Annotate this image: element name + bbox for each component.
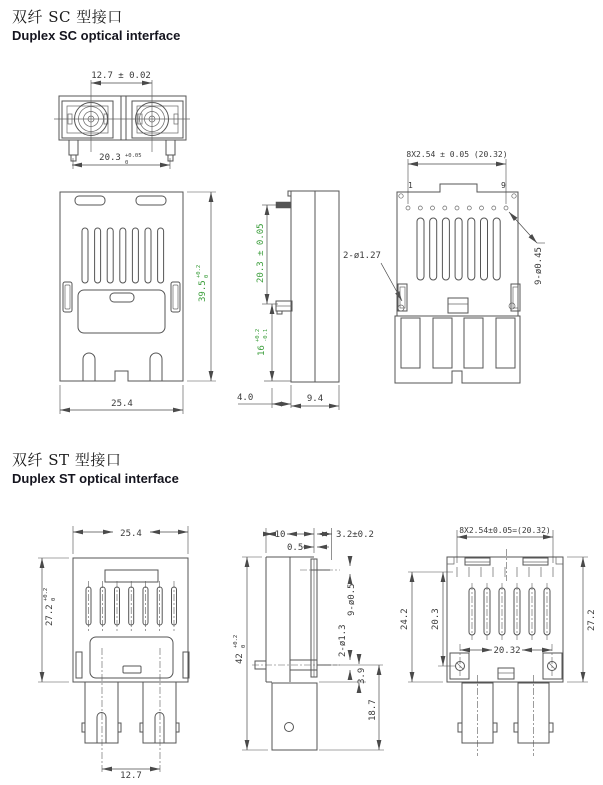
dim-st-front-height-sub: 0 — [51, 597, 57, 601]
sc-title-en: Duplex SC optical interface — [12, 28, 181, 43]
sc-title-zh: 双纤 SC 型接口 — [12, 8, 123, 26]
dim-sc-side-upper: 20.3 ± 0.05 — [256, 223, 266, 283]
dim-sc-front-span-sup: +0.05 — [125, 153, 142, 159]
st-side-view — [233, 528, 384, 750]
dim-st-back-span: 20.32 — [493, 646, 521, 656]
dim-sc-side-lower-sub: -0.1 — [263, 328, 269, 342]
dim-sc-front-span: 20.3 — [99, 153, 121, 163]
label-sc-side-holes: 2-ø1.27 — [343, 251, 381, 261]
dim-st-front-height: 27.2 — [45, 604, 55, 626]
dim-sc-top-height-sup: +0.2 — [196, 264, 202, 278]
st-title-en: Duplex ST optical interface — [12, 471, 179, 486]
dim-sc-side-d2: 9.4 — [306, 394, 324, 404]
label-sc-back-holes: 9-ø0.45 — [534, 247, 544, 285]
st-title-zh: 双纤 ST 型接口 — [12, 451, 122, 469]
dim-st-back-h1: 24.2 — [400, 608, 410, 630]
dim-st-side-height-sup: +0.2 — [233, 634, 239, 648]
dim-sc-top-height: 39.5 — [198, 280, 208, 302]
dim-st-front-width: 25.4 — [120, 529, 142, 539]
st-front-slots — [86, 581, 177, 631]
dim-st-front-height-sup: +0.2 — [43, 587, 49, 601]
dim-st-back-h2: 20.3 — [431, 608, 441, 630]
sc-top-view — [60, 192, 216, 414]
dim-sc-side-lower: 16 — [257, 345, 267, 356]
label-sc-pin-last: 9 — [501, 181, 506, 190]
dim-sc-front-width: 12.7 ± 0.02 — [91, 71, 151, 81]
dim-st-side-depth: 10 — [274, 530, 286, 540]
st-front-view — [38, 526, 189, 781]
dim-st-side-pin: 3.2±0.2 — [336, 530, 374, 540]
dim-sc-front-span-sub: 0 — [125, 160, 129, 166]
sc-back-view — [395, 150, 545, 383]
dim-st-side-d39: 3.9 — [357, 667, 367, 684]
dim-st-side-step: 0.5 — [287, 543, 304, 553]
dim-sc-top-width: 25.4 — [111, 399, 133, 409]
dim-st-side-d187: 18.7 — [368, 699, 378, 721]
dim-st-side-height: 42 — [235, 653, 245, 664]
st-back-pins — [457, 567, 553, 577]
dim-st-back-h3: 27.2 — [587, 609, 597, 631]
dim-sc-side-lower-sup: +0.2 — [255, 328, 261, 342]
sc-side-view — [237, 191, 402, 410]
st-back-slots — [469, 583, 550, 640]
dim-sc-back-pitch: 8X2.54 ± 0.05 (20.32) — [406, 150, 508, 159]
sc-front-view — [54, 71, 190, 169]
dim-st-side-pins2: 2-ø1.3 — [338, 624, 348, 657]
dim-sc-top-height-sub: 0 — [204, 274, 210, 278]
dim-st-side-pins9: 9-ø0.5 — [347, 583, 357, 616]
dim-sc-side-d1: 4.0 — [237, 393, 254, 403]
dim-st-front-pitch: 12.7 — [120, 771, 142, 781]
st-back-view — [400, 526, 597, 756]
dim-st-back-pitch: 8X2.54±0.05=(20.32) — [459, 526, 551, 535]
label-sc-pin-first: 1 — [408, 181, 413, 190]
dim-st-side-height-sub: 0 — [241, 644, 247, 648]
